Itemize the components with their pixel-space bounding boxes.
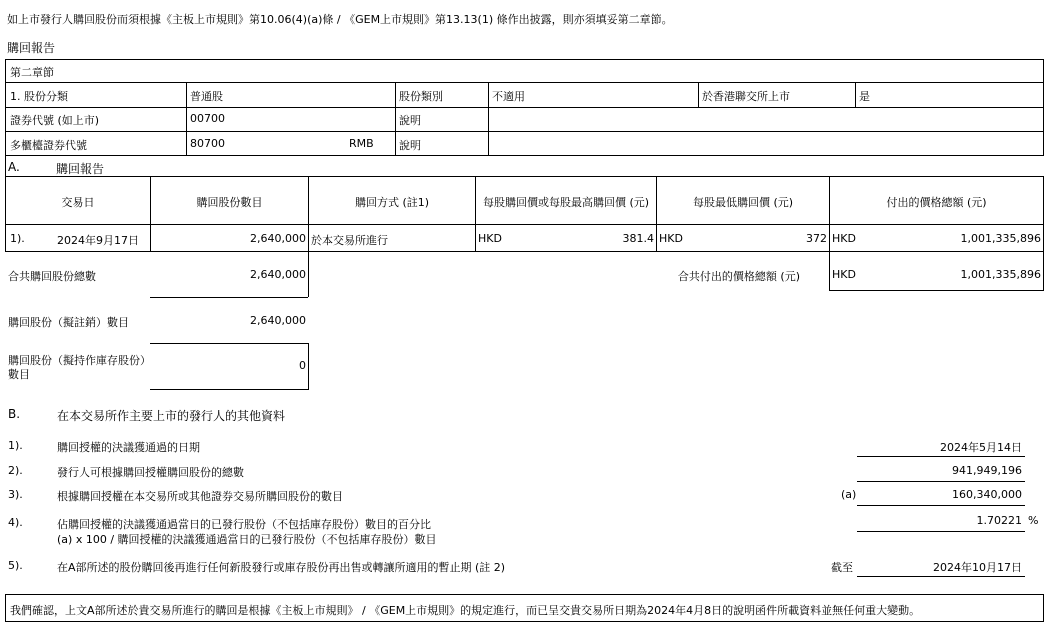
section-a-letter: A. xyxy=(8,160,20,174)
stock-code-desc-label: 說明 xyxy=(399,114,421,127)
row-date: 2024年9月17日 xyxy=(57,234,139,247)
listed-label: 於香港聯交所上市 xyxy=(702,90,790,103)
b-item-5-mark: 截至 xyxy=(831,561,853,574)
b-item-2-text: 發行人可根據購回授權購回股份的總數 xyxy=(57,466,244,479)
row-total-paid: 1,001,335,896 xyxy=(960,232,1041,245)
header-trade-date: 交易日 xyxy=(61,196,95,209)
b-item-4-text-1: 佔購回授權的決議獲通過當日的已發行股份（不包括庫存股份）數目的百分比 xyxy=(57,518,431,531)
section-a-title: 購回報告 xyxy=(56,162,105,176)
row-low-price: 372 xyxy=(806,232,827,245)
header-high-price: 每股購回價或每股最高購回價 (元) xyxy=(482,196,650,209)
cancel-shares-label: 購回股份（擬註銷）數目 xyxy=(8,316,129,329)
stock-code-label: 證券代號 (如上市) xyxy=(10,114,100,127)
b-item-4-text-2: (a) x 100 / 購回授權的決議獲通過當日的已發行股份（不包括庫存股份）數目 xyxy=(57,533,437,546)
b-item-5-number: 5). xyxy=(8,559,23,572)
b-item-3-text: 根據購回授權在本交易所或其他證券交易所購回股份的數目 xyxy=(57,490,343,503)
report-title: 購回報告 xyxy=(7,41,56,55)
header-shares: 購回股份數目 xyxy=(196,196,263,209)
b-item-3-value: 160,340,000 xyxy=(952,488,1022,501)
intro-text: 如上市發行人購回股份而須根據《主板上市規則》第10.06(4)(a)條 / 《GEM上市規則》第13.13(1) 條作出披露，則亦須填妥第二章節。 xyxy=(7,13,673,26)
section-b-title: 在本交易所作主要上市的發行人的其他資料 xyxy=(57,409,286,423)
total-shares-label: 合共購回股份總數 xyxy=(8,270,96,283)
share-type-value: 不適用 xyxy=(492,90,525,103)
multi-counter-value: 80700 xyxy=(190,137,225,150)
cancel-shares-value: 2,640,000 xyxy=(250,314,306,327)
b-item-3-number: 3). xyxy=(8,488,23,501)
header-method: 購回方式 (註1) xyxy=(354,196,430,209)
share-class-value: 普通股 xyxy=(190,90,223,103)
b-item-5-text: 在A部所述的股份購回後再進行任何新股發行或庫存股份再出售或轉讓所適用的暫止期 (註 2) xyxy=(57,561,506,574)
row-low-currency: HKD xyxy=(659,232,683,245)
b-item-4-unit: % xyxy=(1028,514,1039,527)
treasury-shares-label: 購回股份（擬持作庫存股份） xyxy=(8,354,151,367)
confirmation-text: 我們確認，上文A部所述於貴交易所進行的購回是根據《主板上市規則》 / 《GEM上市規則》的規定進行，而已呈交貴交易所日期為2024年4月8日的說明函件所載資料並無任何重大變動。 xyxy=(10,604,921,617)
total-shares-value: 2,640,000 xyxy=(250,268,306,281)
b-item-4-value: 1.70221 xyxy=(976,514,1022,527)
row-total-currency: HKD xyxy=(832,232,856,245)
b-item-3-mark: (a) xyxy=(841,488,857,501)
listed-value: 是 xyxy=(859,90,870,103)
b-item-1-value: 2024年5月14日 xyxy=(940,441,1022,454)
total-paid-value: 1,001,335,896 xyxy=(960,268,1041,281)
row-high-currency: HKD xyxy=(478,232,502,245)
total-paid-currency: HKD xyxy=(832,268,856,281)
header-low-price: 每股最低購回價 (元) xyxy=(692,196,794,209)
b-item-1-text: 購回授權的決議獲通過的日期 xyxy=(57,441,200,454)
b-item-1-number: 1). xyxy=(8,439,23,452)
share-type-label: 股份類別 xyxy=(399,90,443,103)
b-item-4-number: 4). xyxy=(8,516,23,529)
row-shares: 2,640,000 xyxy=(250,232,306,245)
total-paid-label: 合共付出的價格總額 (元) xyxy=(677,270,800,283)
multi-counter-currency: RMB xyxy=(349,137,374,150)
row-high-price: 381.4 xyxy=(622,232,654,245)
b-item-2-value: 941,949,196 xyxy=(952,464,1022,477)
header-total-paid: 付出的價格總額 (元) xyxy=(886,196,987,209)
chapter-label: 第二章節 xyxy=(10,66,54,79)
share-class-label: 1. 股份分類 xyxy=(10,90,68,103)
b-item-5-value: 2024年10月17日 xyxy=(933,561,1022,574)
section-b-letter: B. xyxy=(8,407,21,421)
stock-code-value: 00700 xyxy=(190,112,225,125)
multi-counter-label: 多櫃檯證券代號 xyxy=(10,139,87,152)
b-item-2-number: 2). xyxy=(8,464,23,477)
row-method: 於本交易所進行 xyxy=(311,234,388,247)
multi-counter-desc-label: 說明 xyxy=(399,139,421,152)
treasury-shares-value: 0 xyxy=(299,359,306,372)
treasury-shares-label-2: 數目 xyxy=(8,368,30,381)
row-number: 1). xyxy=(10,232,25,245)
